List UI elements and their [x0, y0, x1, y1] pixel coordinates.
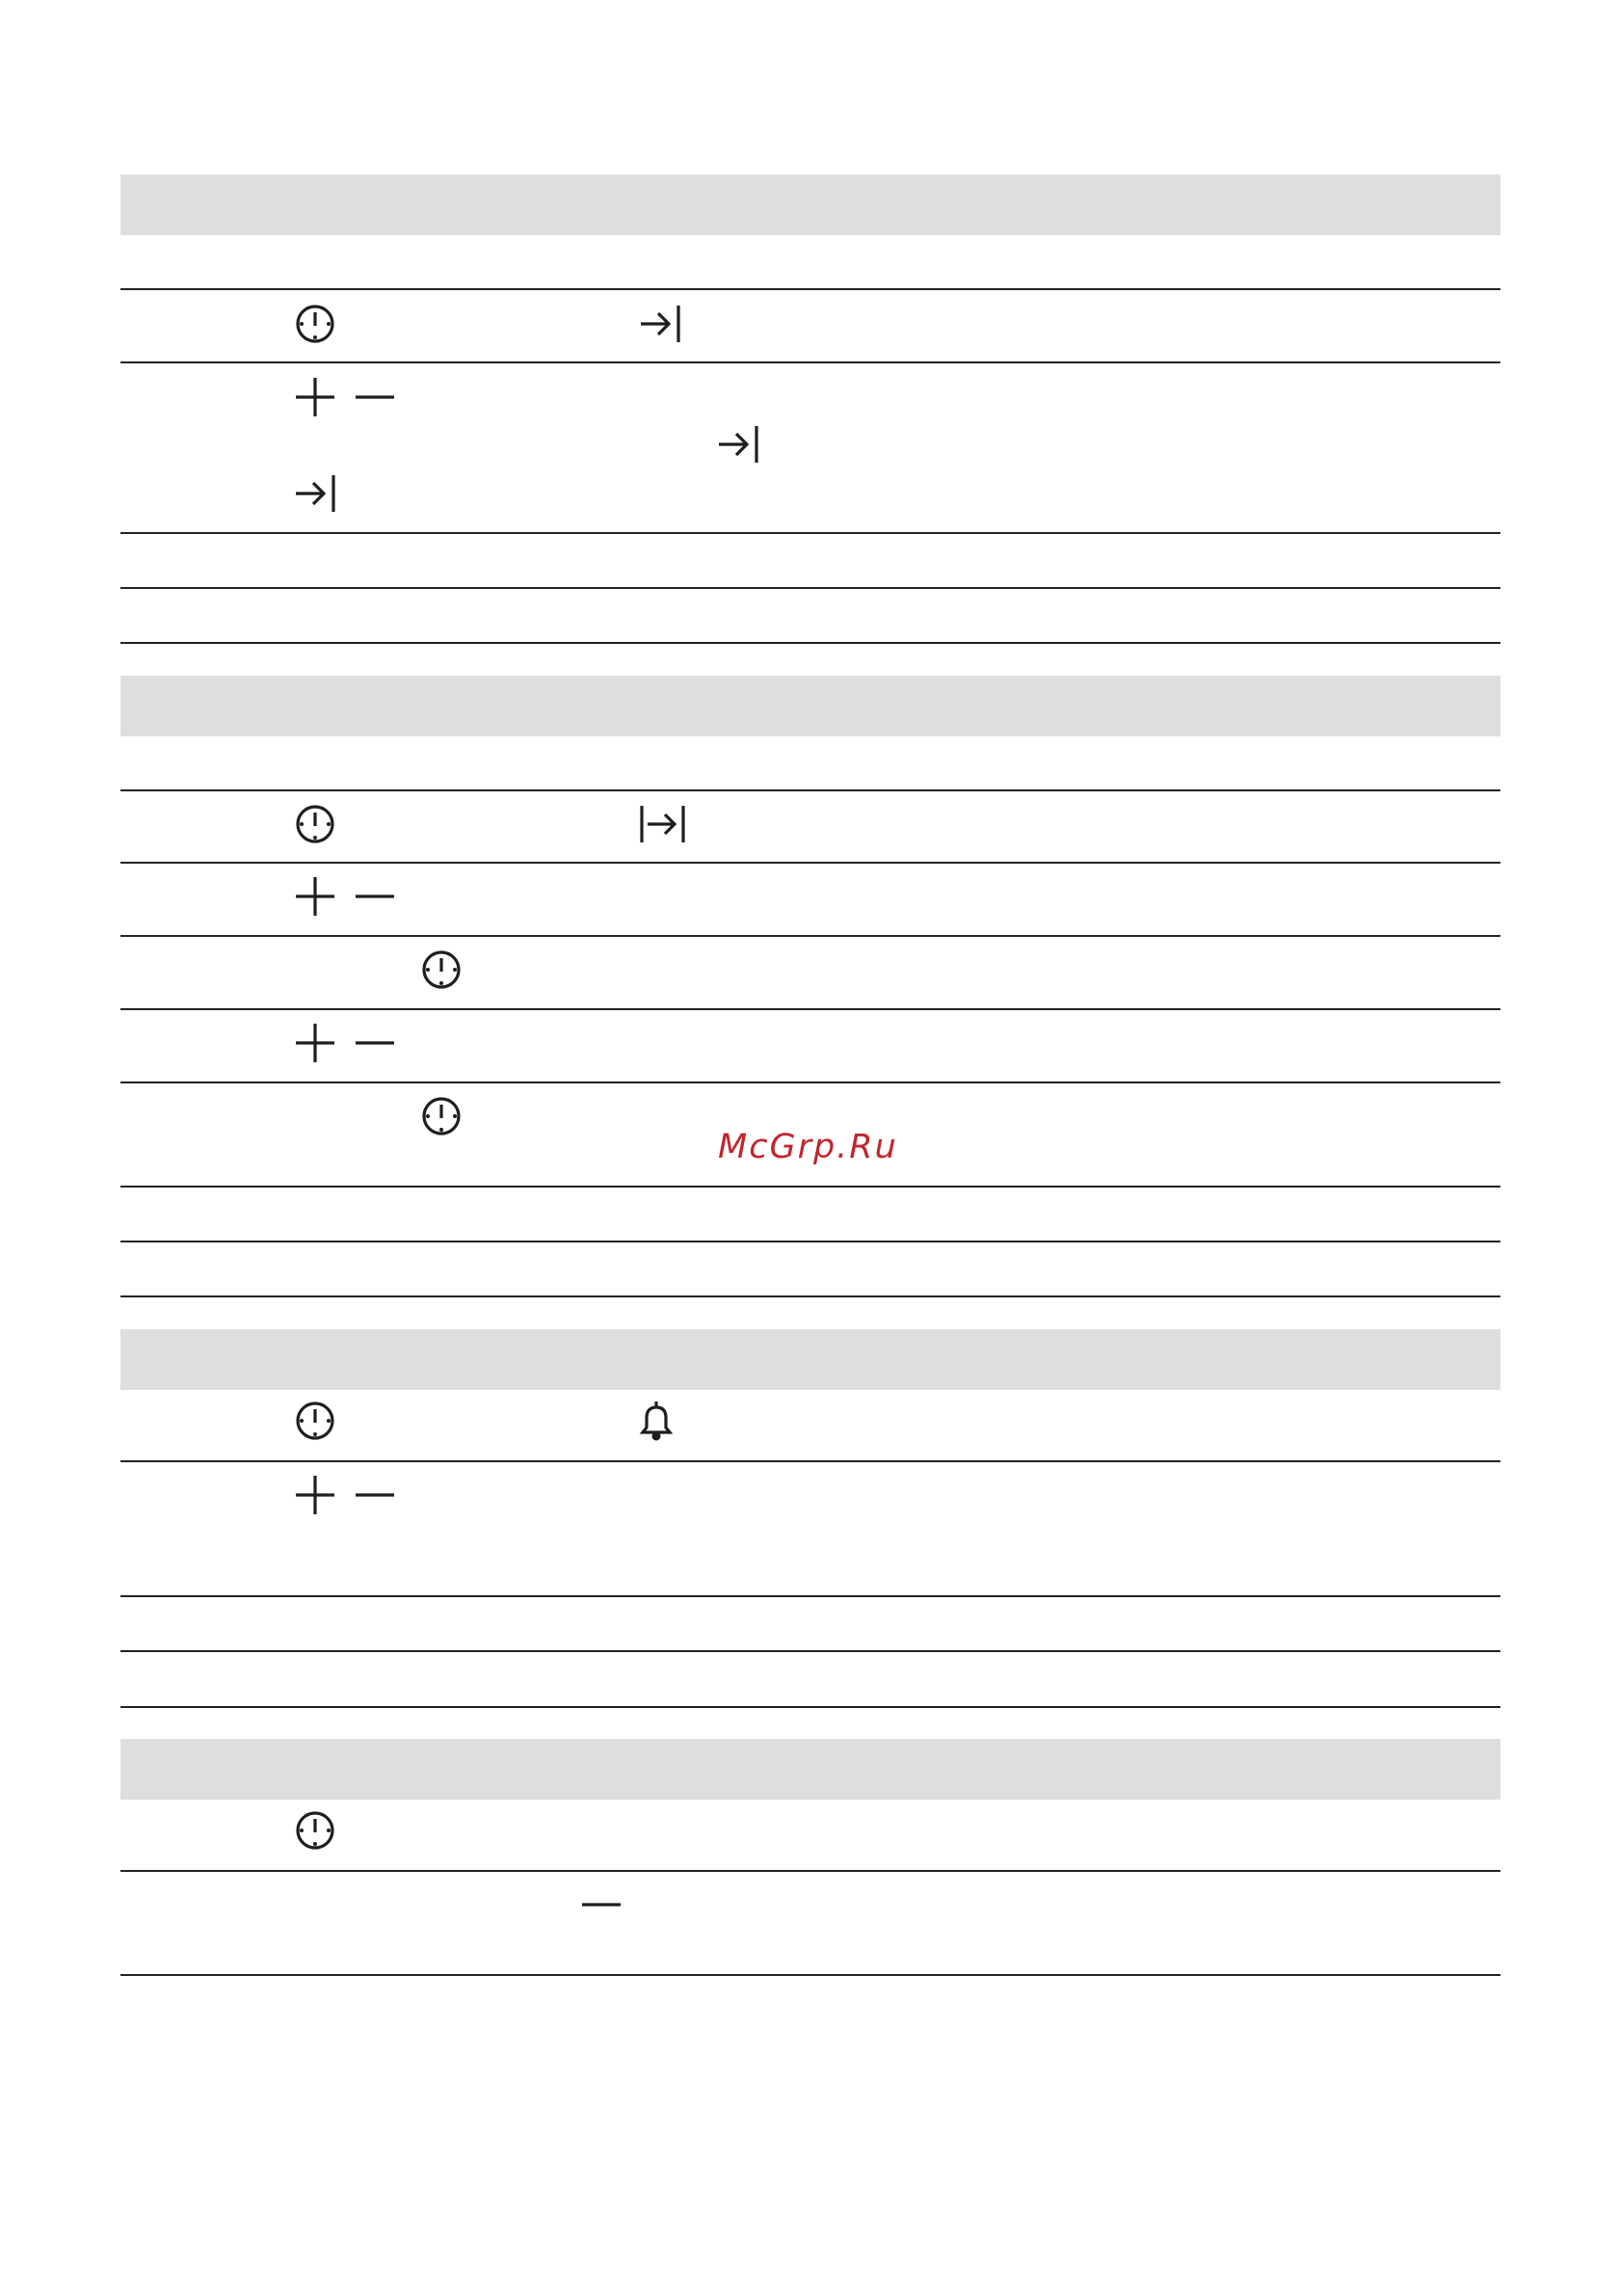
arrow-to-bar-icon	[638, 302, 682, 346]
plus-icon	[293, 874, 337, 919]
bell-icon	[634, 1399, 678, 1443]
clock-icon	[293, 1399, 337, 1443]
row-divider	[120, 1706, 1500, 1708]
minus-icon	[579, 1882, 623, 1927]
row-divider	[120, 1081, 1500, 1083]
clock-icon	[419, 1094, 464, 1138]
plus-icon	[293, 1021, 337, 1065]
section-header-band-4	[120, 1739, 1500, 1800]
row-divider	[120, 1870, 1500, 1872]
clock-icon	[419, 948, 464, 992]
minus-icon	[353, 375, 397, 419]
clock-icon	[293, 302, 337, 346]
row-divider	[120, 1008, 1500, 1010]
row-divider	[120, 1974, 1500, 1976]
clock-icon	[293, 1808, 337, 1853]
section-header-band-1	[120, 174, 1500, 235]
plus-icon	[293, 375, 337, 419]
row-divider	[120, 587, 1500, 589]
row-divider	[120, 361, 1500, 363]
clock-icon	[293, 802, 337, 846]
minus-icon	[353, 1473, 397, 1517]
section-header-band-3	[120, 1329, 1500, 1390]
row-divider	[120, 532, 1500, 534]
row-divider	[120, 1186, 1500, 1188]
section-header-band-2	[120, 676, 1500, 736]
arrow-to-bar-icon	[716, 422, 760, 467]
arrow-to-bar-icon	[293, 471, 337, 516]
row-divider	[120, 288, 1500, 290]
row-divider	[120, 862, 1500, 864]
bar-arrow-bar-icon	[640, 802, 684, 846]
row-divider	[120, 642, 1500, 644]
row-divider	[120, 789, 1500, 791]
row-divider	[120, 1241, 1500, 1242]
row-divider	[120, 1460, 1500, 1462]
watermark: McGrp.Ru	[718, 1128, 898, 1166]
row-divider	[120, 1595, 1500, 1597]
row-divider	[120, 1650, 1500, 1652]
minus-icon	[353, 874, 397, 919]
plus-icon	[293, 1473, 337, 1517]
row-divider	[120, 1295, 1500, 1297]
minus-icon	[353, 1021, 397, 1065]
row-divider	[120, 935, 1500, 937]
